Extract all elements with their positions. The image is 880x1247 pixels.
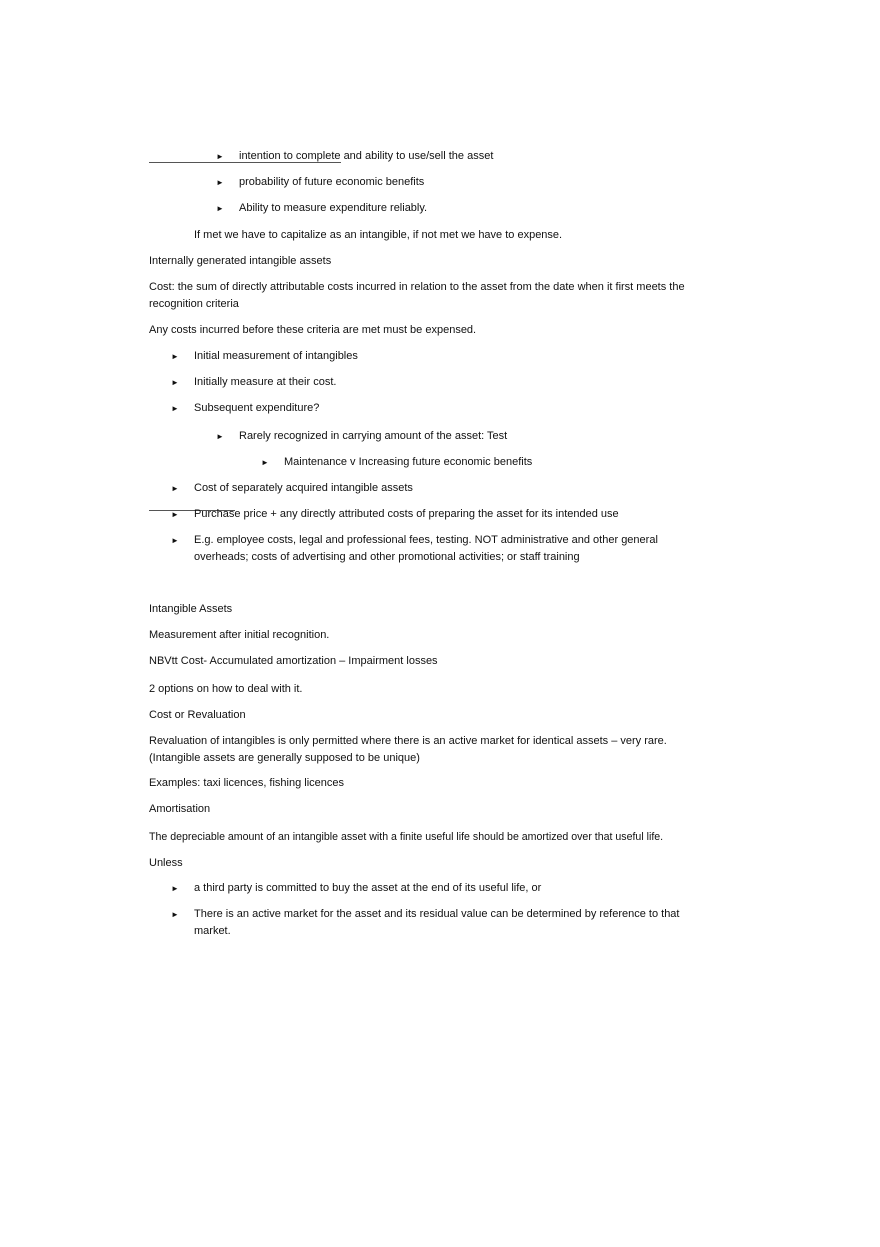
bullet-icon: ► [171, 352, 179, 361]
bullet-item: Purchase price + any directly attributed costs of preparing the asset for its intended use [194, 508, 619, 520]
bullet-item: There is an active market for the asset and its residual value can be determined by reference to that market. [194, 908, 680, 937]
bullet-icon: ► [171, 404, 179, 413]
heading: Intangible Assets [149, 603, 233, 615]
bullet-item: intention to complete and ability to use/sell the asset [239, 150, 494, 162]
paragraph: Measurement after initial recognition. [149, 629, 330, 641]
bullet-item: Cost of separately acquired intangible assets [194, 482, 413, 494]
paragraph: Any costs incurred before these criteria are met must be expensed. [149, 324, 477, 336]
bullet-item: Ability to measure expenditure reliably. [239, 202, 428, 214]
paragraph: NBVtt Cost- Accumulated amortization – Impairment losses [149, 655, 438, 667]
bullet-icon: ► [171, 910, 179, 919]
bullet-icon: ► [216, 204, 224, 213]
paragraph: Revaluation of intangibles is only permitted where there is an active market for identical assets – very rare. (Intangible assets are generally supposed to be unique) [149, 735, 667, 764]
bullet-item: Maintenance v Increasing future economic benefits [284, 456, 533, 468]
bullet-icon: ► [261, 458, 269, 467]
bullet-item: probability of future economic benefits [239, 176, 425, 188]
paragraph: Cost: the sum of directly attributable costs incurred in relation to the asset from the date when it first meets the recognition criteria [149, 281, 685, 310]
heading: Cost or Revaluation [149, 709, 246, 721]
bullet-icon: ► [171, 484, 179, 493]
paragraph: If met we have to capitalize as an intangible, if not met we have to expense. [194, 229, 563, 241]
bullet-icon: ► [171, 536, 179, 545]
bullet-item: Subsequent expenditure? [194, 402, 320, 414]
paragraph: 2 options on how to deal with it. [149, 683, 303, 695]
bullet-item: E.g. employee costs, legal and professional fees, testing. NOT administrative and other general overheads; costs of advertising and other promotional activities; or staff training [194, 534, 658, 563]
paragraph: The depreciable amount of an intangible asset with a finite useful life should be amortized over that useful life. [149, 831, 664, 843]
bullet-item: a third party is committed to buy the asset at the end of its useful life, or [194, 882, 542, 894]
bullet-icon: ► [216, 178, 224, 187]
bullet-icon: ► [171, 378, 179, 387]
bullet-item: Rarely recognized in carrying amount of the asset: Test [239, 430, 508, 442]
bullet-icon: ► [171, 884, 179, 893]
bullet-item: Initially measure at their cost. [194, 376, 337, 388]
bullet-icon: ► [216, 152, 224, 161]
heading: Amortisation [149, 803, 211, 815]
bullet-icon: ► [216, 432, 224, 441]
paragraph: Examples: taxi licences, fishing licences [149, 777, 345, 789]
paragraph: Unless [149, 857, 183, 869]
bullet-icon: ► [171, 510, 179, 519]
heading: Internally generated intangible assets [149, 255, 332, 267]
bullet-item: Initial measurement of intangibles [194, 350, 358, 362]
